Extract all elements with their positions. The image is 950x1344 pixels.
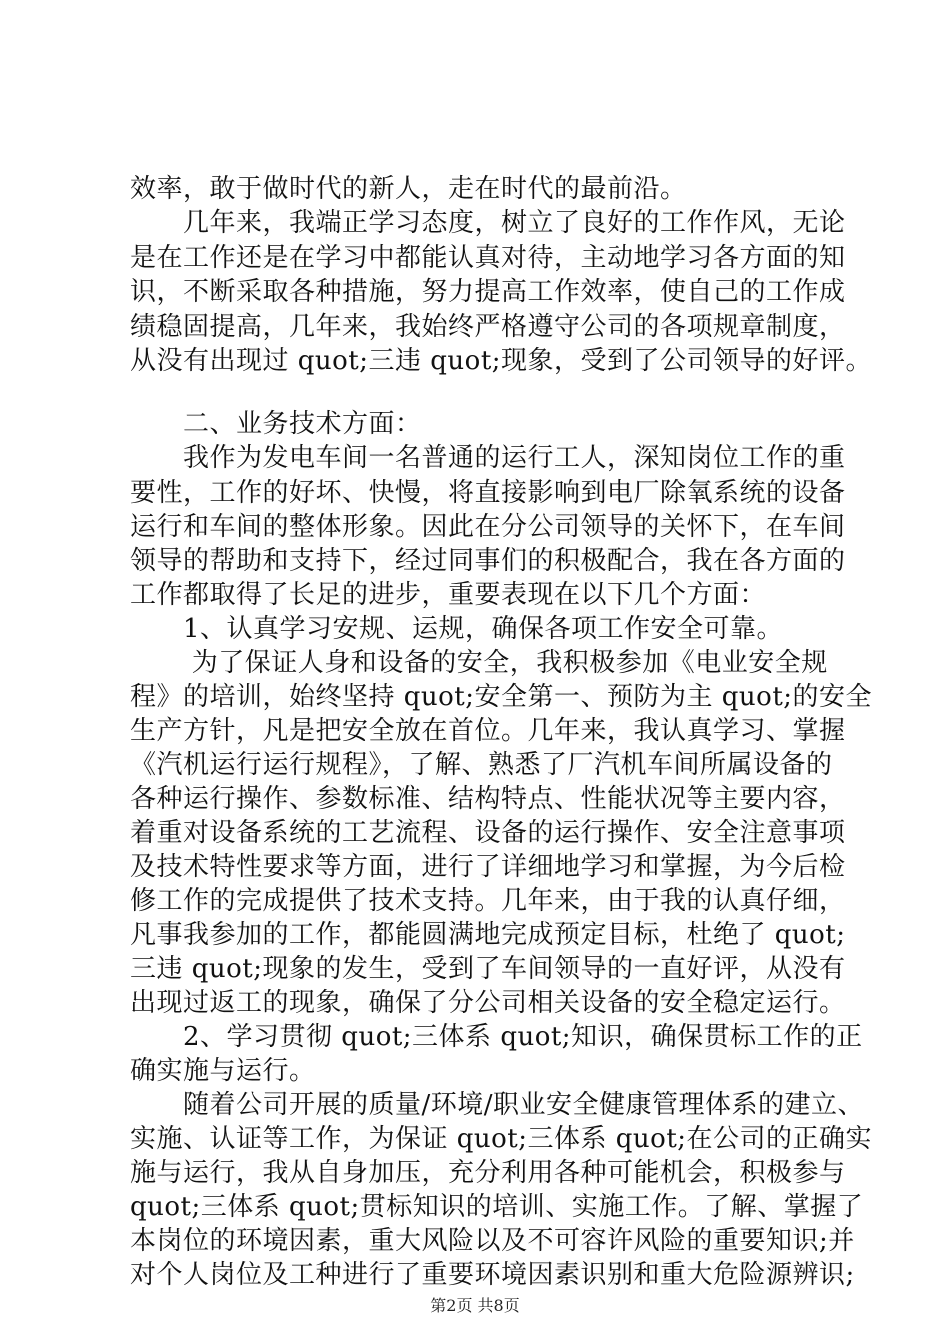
text-line: 修工作的完成提供了技术支持。几年来，由于我的认真仔细， xyxy=(130,886,846,916)
text-line: 几年来，我端正学习态度，树立了良好的工作作风，无论 xyxy=(130,208,846,238)
text-line: 施与运行，我从自身加压，充分利用各种可能机会，积极参与 xyxy=(130,1158,846,1188)
text-line: 《汽机运行运行规程》，了解、熟悉了厂汽机车间所属设备的 xyxy=(130,750,833,780)
text-line: 运行和车间的整体形象。因此在分公司领导的关怀下，在车间 xyxy=(130,512,846,542)
text-line: 对个人岗位及工种进行了重要环境因素识别和重大危险源辨识; xyxy=(130,1260,855,1290)
text-line: 本岗位的环境因素，重大风险以及不可容许风险的重要知识;并 xyxy=(130,1226,855,1256)
text-line: 为了保证人身和设备的安全，我积极参加《电业安全规 xyxy=(130,648,828,678)
text-line: 领导的帮助和支持下，经过同事们的积极配合，我在各方面的 xyxy=(130,546,846,576)
text-line: 是在工作还是在学习中都能认真对待，主动地学习各方面的知 xyxy=(130,243,846,273)
text-line: 程》的培训，始终坚持 quot;安全第一、预防为主 quot;的安全 xyxy=(130,682,873,712)
text-line: 效率，敢于做时代的新人，走在时代的最前沿。 xyxy=(130,174,687,204)
subheading: 1、认真学习安规、运规，确保各项工作安全可靠。 xyxy=(130,614,784,644)
text-line: 三违 quot;现象的发生，受到了车间领导的一直好评，从没有 xyxy=(130,954,846,984)
text-line: 识，不断采取各种措施，努力提高工作效率，使自己的工作成 xyxy=(130,277,846,307)
text-line: 随着公司开展的质量/环境/职业安全健康管理体系的建立、 xyxy=(130,1090,865,1120)
text-line: 各种运行操作、参数标准、结构特点、性能状况等主要内容， xyxy=(130,784,846,814)
text-line: 着重对设备系统的工艺流程、设备的运行操作、安全注意事项 xyxy=(130,818,846,848)
text-line: 绩稳固提高，几年来，我始终严格遵守公司的各项规章制度， xyxy=(130,312,846,342)
text-line: quot;三体系 quot;贯标知识的培训、实施工作。了解、掌握了 xyxy=(130,1192,864,1222)
section-heading: 二、业务技术方面： xyxy=(130,409,422,439)
text-line: 凡事我参加的工作，都能圆满地完成预定目标，杜绝了 quot; xyxy=(130,920,846,950)
text-line: 我作为发电车间一名普通的运行工人，深知岗位工作的重 xyxy=(130,443,846,473)
text-line: 从没有出现过 quot;三违 quot;现象，受到了公司领导的好评。 xyxy=(130,346,873,376)
text-line: 出现过返工的现象，确保了分公司相关设备的安全稳定运行。 xyxy=(130,988,846,1018)
text-line: 工作都取得了长足的进步，重要表现在以下几个方面： xyxy=(130,580,767,610)
text-line: 要性，工作的好坏、快慢，将直接影响到电厂除氧系统的设备 xyxy=(130,478,846,508)
text-line: 确实施与运行。 xyxy=(130,1056,316,1086)
text-line: 生产方针，凡是把安全放在首位。几年来，我认真学习、掌握 xyxy=(130,716,846,746)
subheading: 2、学习贯彻 quot;三体系 quot;知识，确保贯标工作的正 xyxy=(130,1022,863,1052)
text-line: 实施、认证等工作，为保证 quot;三体系 quot;在公司的正确实 xyxy=(130,1124,873,1154)
page-footer: 第2页 共8页 xyxy=(430,1296,520,1315)
text-line: 及技术特性要求等方面，进行了详细地学习和掌握，为今后检 xyxy=(130,852,846,882)
